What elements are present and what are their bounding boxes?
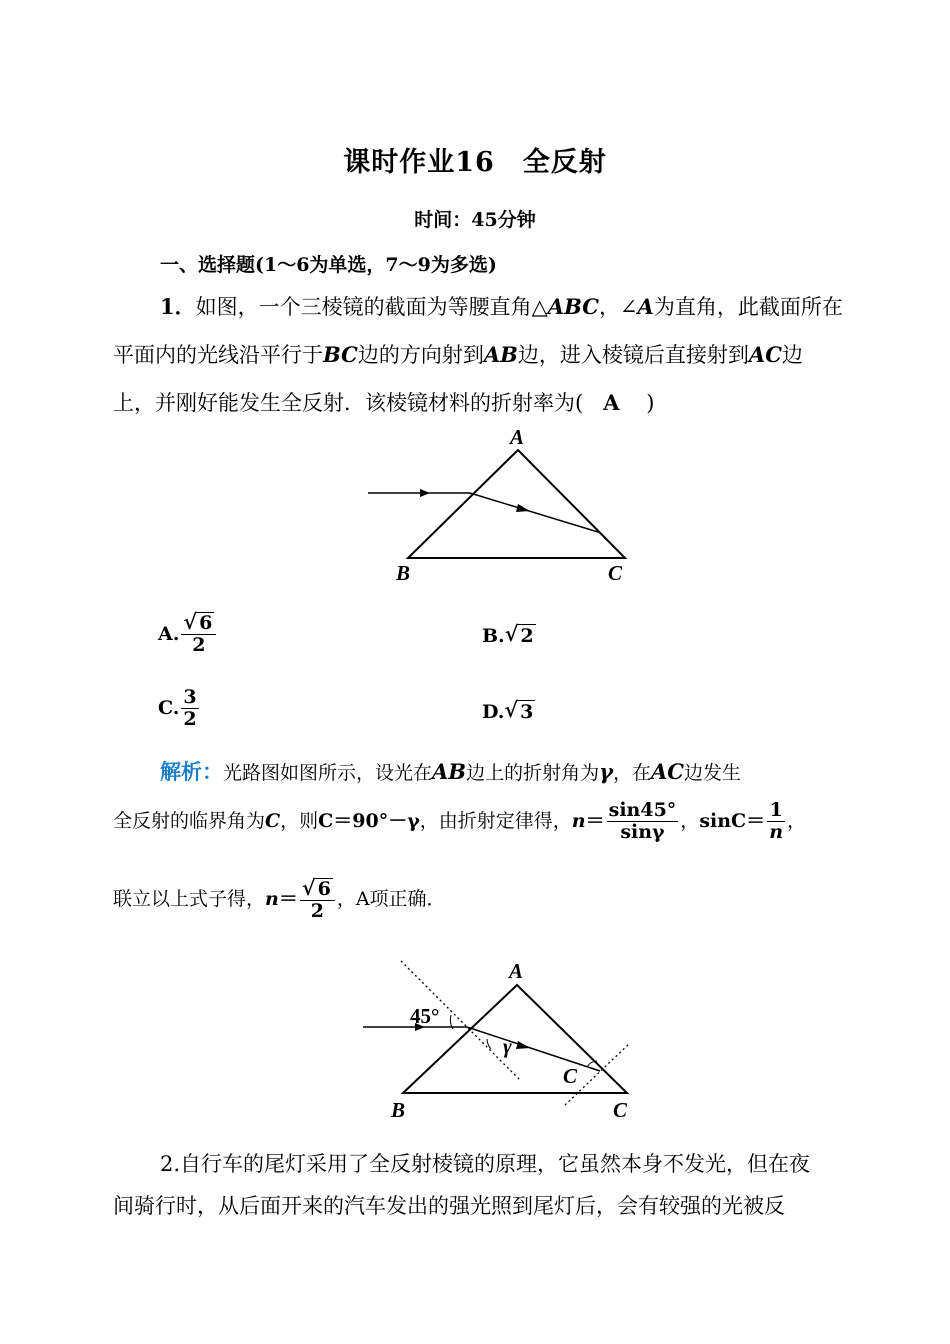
angle-45-label: 45° bbox=[410, 1004, 440, 1028]
vertex-b-label: B bbox=[396, 561, 411, 585]
critical-angle-label: C bbox=[563, 1064, 578, 1088]
prism-triangle bbox=[408, 450, 625, 558]
section-heading: 一、选择题(1～6为单选，7～9为多选) bbox=[160, 254, 497, 276]
option-b: B. √ 2 bbox=[482, 621, 534, 647]
fraction: $\frac{\sin 45^\circ}{\sin\gamma}$ bbox=[608, 799, 677, 843]
vertex-a-label: A bbox=[510, 425, 525, 449]
gamma-label: γ bbox=[503, 1034, 512, 1058]
option-d: D. √ 3 bbox=[482, 697, 534, 723]
time-limit: 时间：45分钟 bbox=[414, 209, 536, 231]
analysis-line-3: 联立以上式子得， n ＝ √ 6 2 ，A项正确． bbox=[113, 875, 446, 922]
analysis-line-1: 解析：光路图如图所示，设光在AB边上的折射角为γ，在AC边发生 bbox=[160, 759, 741, 784]
vertex-c-label: C bbox=[608, 561, 623, 585]
prism-figure-1 bbox=[360, 420, 650, 590]
refracted-ray bbox=[467, 1027, 600, 1071]
question-2-line-2: 间骑行时，从后面开来的汽车发出的强光照到尾灯后，会有较强的光被反 bbox=[113, 1194, 785, 1218]
vertex-a-label: A bbox=[509, 959, 524, 983]
fraction: $\frac{3}{2}$ bbox=[183, 686, 197, 730]
option-c: C. $\frac{3}{2}$ bbox=[158, 686, 197, 730]
arrow-icon bbox=[516, 504, 530, 512]
vertex-b-label: B bbox=[391, 1098, 406, 1122]
prism-figure-2 bbox=[355, 955, 655, 1125]
page-title: 课时作业16 全反射 bbox=[343, 147, 607, 178]
fraction: √ 6 2 bbox=[181, 612, 216, 656]
arrow-icon bbox=[420, 489, 430, 497]
question-1: 1．如图，一个三棱镜的截面为等腰直角△ABC，∠A为直角，此截面所在平面内的光线沿平行于BC边的方向射到AB边，进入棱镜后直接射到AC边上，并刚好能发生全反射．该棱镜材料的折射率为( A ) bbox=[113, 294, 843, 415]
prism-triangle bbox=[403, 985, 627, 1093]
vertex-c-label: C bbox=[613, 1098, 628, 1122]
analysis-label: 解析： bbox=[160, 759, 223, 784]
question-2-line-1: 2.自行车的尾灯采用了全反射棱镜的原理，它虽然本身不发光，但在夜 bbox=[160, 1152, 811, 1176]
fraction: $\frac{1}{n}$ bbox=[769, 799, 784, 843]
answer: A bbox=[603, 390, 620, 415]
angle-arc bbox=[487, 1039, 491, 1049]
option-a: A. √ 6 2 bbox=[158, 612, 218, 656]
arrow-icon bbox=[516, 1041, 530, 1049]
analysis-line-2: 全反射的临界角为 C ，则 C＝90°－γ ，由折射定律得， n ＝ $\frac{\sin 45^\circ}{\sin\gamma}$ ， sinC ＝ $\frac{1}{n}$ ， bbox=[113, 799, 807, 843]
question-number: 1． bbox=[160, 294, 196, 319]
fraction: √ 6 2 bbox=[300, 878, 335, 922]
